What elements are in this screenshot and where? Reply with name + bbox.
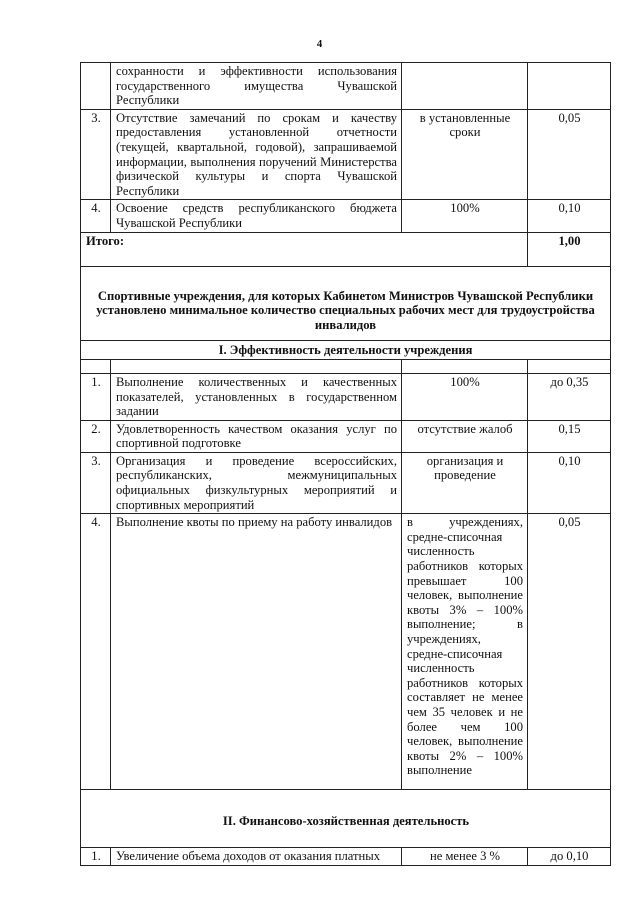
spacer-row [81, 359, 611, 373]
row-weight: 0,15 [528, 420, 611, 452]
row-weight: до 0,35 [528, 373, 611, 420]
row-description: Выполнение количественных и качественных показателей, установленных в государственном задании [111, 373, 402, 420]
table-row [81, 63, 611, 110]
row-weight: до 0,10 [528, 848, 611, 866]
section-title-row [81, 341, 611, 360]
table-row [81, 848, 611, 866]
row-number [81, 63, 111, 110]
total-value: 1,00 [528, 232, 611, 266]
table-row [81, 452, 611, 513]
row-weight: 0,10 [528, 200, 611, 232]
page-number: 4 [316, 38, 323, 50]
row-number: 2. [81, 420, 111, 452]
row-number: 4. [81, 200, 111, 232]
row-criterion: в установленные сроки [402, 109, 528, 200]
row-number: 1. [81, 848, 111, 866]
row-weight: 0,05 [528, 514, 611, 790]
row-number: 4. [81, 514, 111, 790]
row-criterion: 100% [402, 373, 528, 420]
row-description: сохранности и эффективности использования государственного имущества Чувашской Республики [111, 63, 402, 110]
row-number: 3. [81, 452, 111, 513]
row-description: Освоение средств республиканского бюджета Чувашской Республики [111, 200, 402, 232]
criteria-table [80, 62, 611, 866]
row-criterion: не менее 3 % [402, 848, 528, 866]
row-criterion: организация и проведение [402, 452, 528, 513]
row-criterion: в учреждениях, средне-списочная численность работников которых превышает 100 человек, выполнение квоты 3% – 100% выполнение; в учреждениях, средне-списочная численность работников которых составляет не менее чем 35 человек и не более чем 100 человек, выполнение квоты 2% – 100% выполнение [402, 514, 528, 790]
section-title-row [81, 790, 611, 848]
row-weight [528, 63, 611, 110]
table-row [81, 109, 611, 200]
row-criterion [402, 63, 528, 110]
row-number: 3. [81, 109, 111, 200]
row-weight: 0,10 [528, 452, 611, 513]
section1-title: I. Эффективность деятельности учреждения [81, 341, 611, 360]
row-description: Организация и проведение всероссийских, республиканских, межмуниципальных официальных физкультурных мероприятий и спортивных мероприятий [111, 452, 402, 513]
row-criterion: отсутствие жалоб [402, 420, 528, 452]
table-row [81, 200, 611, 232]
total-label: Итого: [81, 232, 528, 266]
row-number: 1. [81, 373, 111, 420]
row-criterion: 100% [402, 200, 528, 232]
row-description: Увеличение объема доходов от оказания платных [111, 848, 402, 866]
row-description: Выполнение квоты по приему на работу инвалидов [111, 514, 402, 790]
section2-title: II. Финансово-хозяйственная деятельность [81, 790, 611, 848]
total-row [81, 232, 611, 266]
row-description: Отсутствие замечаний по срокам и качеству предоставления установленной отчетности (текущей, квартальной, годовой), запрашиваемой информации, выполнения поручений Министерства физической культуры и спорта Чувашской Республики [111, 109, 402, 200]
category-heading: Спортивные учреждения, для которых Кабинетом Министров Чувашской Республики установлено минимальное количество специальных рабочих мест для трудоустройства инвалидов [81, 266, 611, 341]
table-row [81, 373, 611, 420]
row-description: Удовлетворенность качеством оказания услуг по спортивной подготовке [111, 420, 402, 452]
table-row [81, 514, 611, 790]
row-weight: 0,05 [528, 109, 611, 200]
category-heading-row [81, 266, 611, 341]
table-row [81, 420, 611, 452]
